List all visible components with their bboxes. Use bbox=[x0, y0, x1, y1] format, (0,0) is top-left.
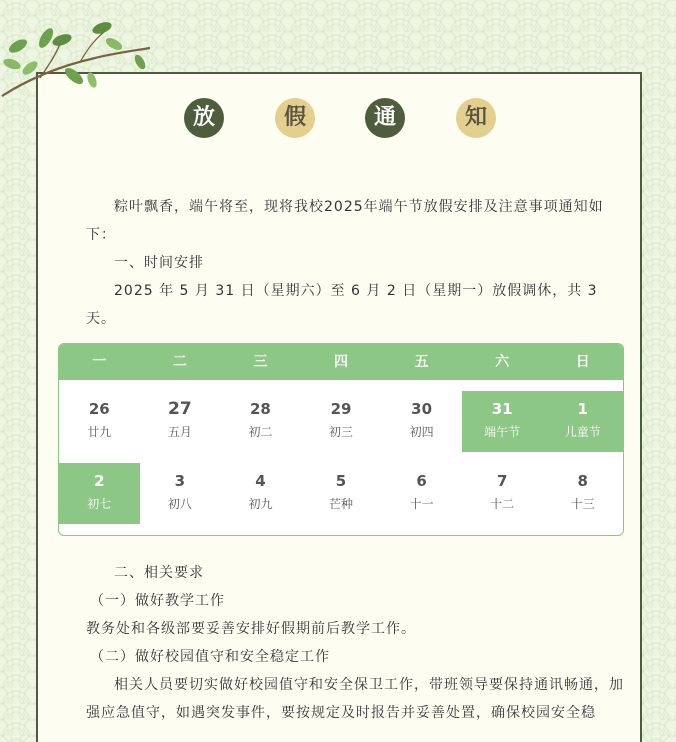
day-lunar: 儿童节 bbox=[564, 425, 601, 439]
section2-heading: 二、相关要求 bbox=[114, 565, 204, 581]
day-number: 26 bbox=[88, 400, 110, 418]
intro-paragraph: 粽叶飘香，端午将至，现将我校2025年端午节放假安排及注意事项通知如下： bbox=[86, 199, 604, 243]
weekday-mon: 一 bbox=[92, 354, 107, 370]
calendar-day-holiday bbox=[542, 391, 623, 452]
schedule-paragraph: 2025 年 5 月 31 日（星期六）至 6 月 2 日（星期一）放假调休，共 3 天。 bbox=[86, 283, 598, 327]
calendar-day-holiday bbox=[462, 391, 543, 452]
section1-heading: 一、时间安排 bbox=[114, 255, 204, 271]
title-char-2: 假 bbox=[275, 98, 315, 138]
branch-leaves-decoration bbox=[0, 18, 160, 108]
day-lunar: 芒种 bbox=[329, 497, 354, 511]
calendar-day bbox=[220, 463, 301, 524]
day-number: 28 bbox=[250, 400, 271, 418]
day-lunar: 初九 bbox=[248, 497, 273, 511]
calendar-week-1 bbox=[59, 391, 623, 452]
weekday-tue: 二 bbox=[172, 354, 187, 370]
notice-card bbox=[36, 72, 642, 742]
day-lunar: 十二 bbox=[490, 497, 515, 511]
day-number: 4 bbox=[255, 472, 266, 490]
weekday-thu: 四 bbox=[334, 354, 349, 370]
day-number: 1 bbox=[577, 400, 588, 418]
weekday-fri: 五 bbox=[414, 354, 429, 370]
day-lunar: 初三 bbox=[329, 425, 354, 439]
calendar-day bbox=[220, 391, 301, 452]
day-number: 8 bbox=[577, 472, 588, 490]
calendar-day bbox=[301, 391, 382, 452]
holiday-calendar bbox=[58, 343, 624, 536]
weekday-wed: 三 bbox=[253, 354, 268, 370]
day-lunar: 十三 bbox=[570, 497, 595, 511]
calendar-day bbox=[140, 463, 221, 524]
day-number: 5 bbox=[335, 472, 347, 490]
calendar-day bbox=[140, 391, 221, 452]
day-number: 3 bbox=[174, 472, 186, 490]
day-lunar: 五月 bbox=[167, 425, 192, 439]
day-lunar: 廿九 bbox=[87, 425, 112, 439]
title-char-1: 放 bbox=[184, 98, 224, 138]
day-lunar: 十一 bbox=[409, 497, 434, 511]
calendar-day bbox=[381, 463, 462, 524]
day-lunar: 初二 bbox=[248, 425, 273, 439]
calendar-day bbox=[462, 463, 543, 524]
day-lunar: 端午节 bbox=[484, 425, 521, 439]
calendar-day bbox=[381, 391, 462, 452]
day-number: 6 bbox=[416, 472, 427, 490]
calendar-day bbox=[59, 391, 140, 452]
calendar-day-holiday bbox=[59, 463, 140, 524]
title-char-3: 通 bbox=[365, 98, 405, 138]
weekday-sun: 日 bbox=[575, 354, 590, 370]
day-lunar: 初四 bbox=[409, 425, 434, 439]
day-number: 29 bbox=[330, 400, 352, 418]
item2-text: 相关人员要切实做好校园值守和安全保卫工作，带班领导要保持通讯畅通，加强应急值守，如遇突发事件，要按规定及时报告并妥善处置，确保校园安全稳 bbox=[86, 677, 624, 721]
day-lunar: 初七 bbox=[87, 497, 112, 511]
day-number: 31 bbox=[491, 400, 513, 418]
day-number: 30 bbox=[411, 400, 433, 418]
calendar-weekday-header bbox=[59, 344, 623, 380]
weekday-sat: 六 bbox=[495, 354, 510, 370]
item1-text: 教务处和各级部要妥善安排好假期前后教学工作。 bbox=[86, 621, 416, 637]
day-number: 2 bbox=[94, 472, 105, 490]
calendar-week-2 bbox=[59, 463, 623, 524]
item2-heading: （二）做好校园值守和安全稳定工作 bbox=[90, 649, 330, 665]
title-char-4: 知 bbox=[456, 98, 496, 138]
calendar-day bbox=[301, 463, 382, 524]
day-number: 27 bbox=[168, 399, 192, 419]
day-lunar: 初八 bbox=[167, 497, 192, 511]
day-number: 7 bbox=[496, 472, 508, 490]
calendar-day bbox=[542, 463, 623, 524]
item1-heading: （一）做好教学工作 bbox=[90, 593, 225, 609]
